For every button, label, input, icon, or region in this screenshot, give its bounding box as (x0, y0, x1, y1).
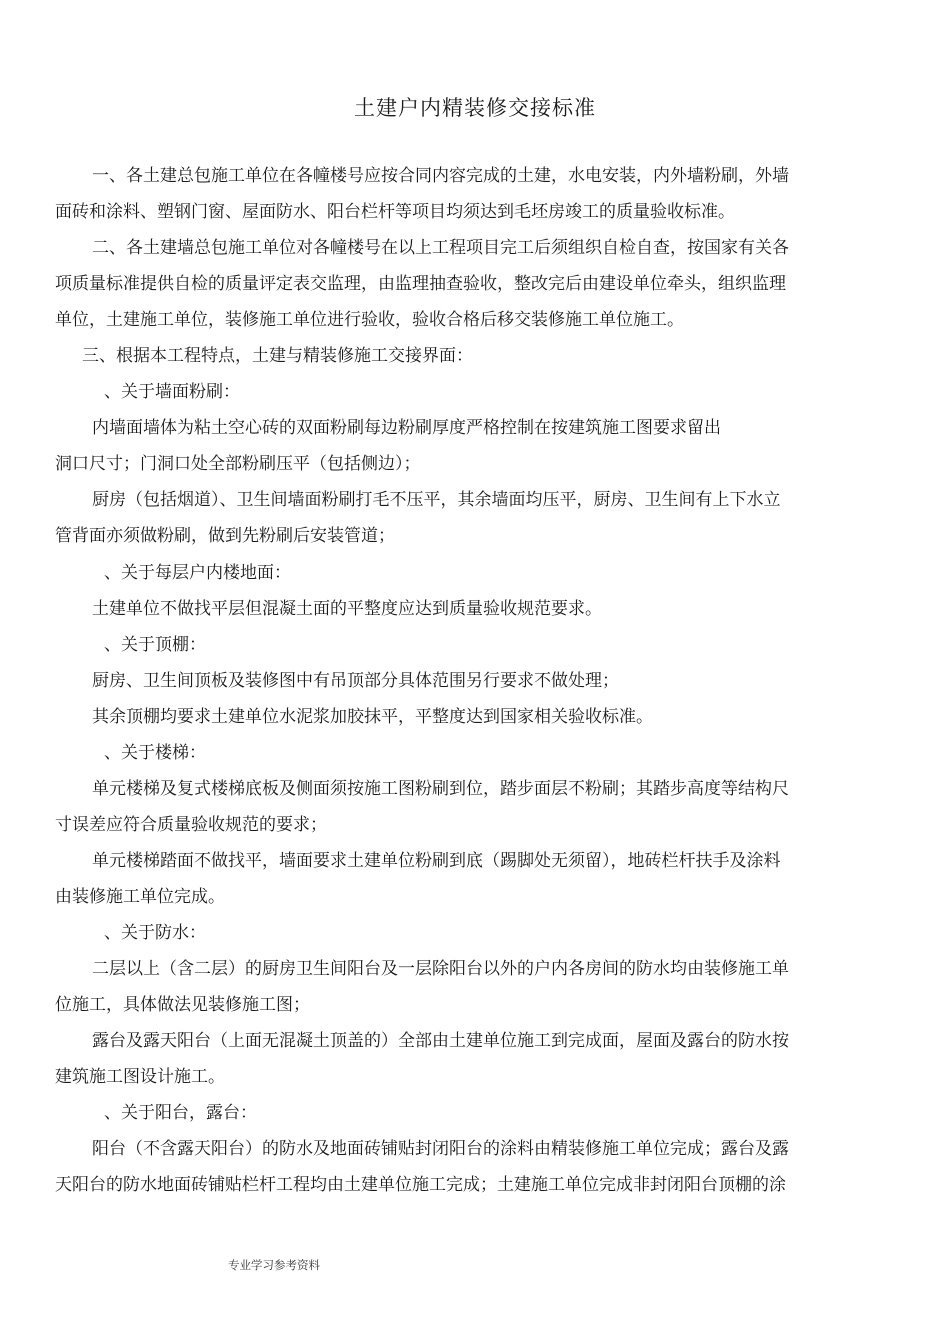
paragraph-line: 二、各土建墙总包施工单位对各幢楼号在以上工程项目完工后须组织自检自查，按国家有关各 (92, 238, 789, 258)
paragraph-line: 位施工，具体做法见装修施工图； (55, 995, 310, 1015)
paragraph-line: 单元楼梯踏面不做找平，墙面要求土建单位粉刷到底（踢脚处无须留），地砖栏杆扶手及涂料 (92, 851, 781, 871)
paragraph-line: 露台及露天阳台（上面无混凝土顶盖的）全部由土建单位施工到完成面，屋面及露台的防水按 (92, 1031, 789, 1051)
paragraph-line: 管背面亦须做粉刷，做到先粉刷后安装管道； (55, 526, 395, 546)
paragraph-line: 洞口尺寸；门洞口处全部粉刷压平（包括侧边）； (55, 454, 421, 474)
paragraph-line: 建筑施工图设计施工。 (55, 1067, 225, 1087)
paragraph-line: 单位，土建施工单位，装修施工单位进行验收，验收合格后移交装修施工单位施工。 (55, 310, 684, 330)
paragraph-line: 内墙面墙体为粘土空心砖的双面粉刷每边粉刷厚度严格控制在按建筑施工图要求留出 (92, 418, 721, 438)
section-heading: 、关于每层户内楼地面： (104, 563, 291, 583)
paragraph-line: 由装修施工单位完成。 (55, 887, 225, 907)
section-heading: 、关于阳台，露台： (104, 1103, 257, 1123)
paragraph-line: 单元楼梯及复式楼梯底板及侧面须按施工图粉刷到位，踏步面层不粉刷；其踏步高度等结构尺 (92, 779, 789, 799)
paragraph-line: 其余顶棚均要求土建单位水泥浆加胶抹平，平整度达到国家相关验收标准。 (92, 707, 653, 727)
paragraph-line: 厨房（包括烟道）、卫生间墙面粉刷打毛不压平，其余墙面均压平，厨房、卫生间有上下水立 (92, 490, 781, 510)
paragraph-line: 阳台（不含露天阳台）的防水及地面砖铺贴封闭阳台的涂料由精装修施工单位完成；露台及露 (92, 1139, 789, 1159)
section-heading: 、关于防水： (104, 923, 206, 943)
page-footer: 专业学习参考资料 (228, 1258, 320, 1272)
paragraph-line: 三、根据本工程特点，土建与精装修施工交接界面： (82, 346, 473, 366)
paragraph-line: 寸误差应符合质量验收规范的要求； (55, 815, 327, 835)
section-heading: 、关于顶棚： (104, 635, 206, 655)
paragraph-line: 二层以上（含二层）的厨房卫生间阳台及一层除阳台以外的户内各房间的防水均由装修施工单 (92, 959, 789, 979)
section-heading: 、关于楼梯： (104, 743, 206, 763)
document-title: 土建户内精装修交接标准 (354, 96, 596, 120)
paragraph-line: 天阳台的防水地面砖铺贴栏杆工程均由土建单位施工完成；土建施工单位完成非封闭阳台顶棚的涂 (55, 1175, 786, 1195)
section-heading: 、关于墙面粉刷： (104, 382, 240, 402)
paragraph-line: 土建单位不做找平层但混凝土面的平整度应达到质量验收规范要求。 (92, 599, 602, 619)
paragraph-line: 厨房、卫生间顶板及装修图中有吊顶部分具体范围另行要求不做处理； (92, 671, 619, 691)
paragraph-line: 项质量标准提供自检的质量评定表交监理，由监理抽查验收，整改完后由建设单位牵头，组织监理 (55, 274, 786, 294)
paragraph-line: 面砖和涂料、塑钢门窗、屋面防水、阳台栏杆等项目均须达到毛坯房竣工的质量验收标准。 (55, 202, 735, 222)
paragraph-line: 一、各土建总包施工单位在各幢楼号应按合同内容完成的土建，水电安装，内外墙粉刷，外墙 (92, 166, 789, 186)
